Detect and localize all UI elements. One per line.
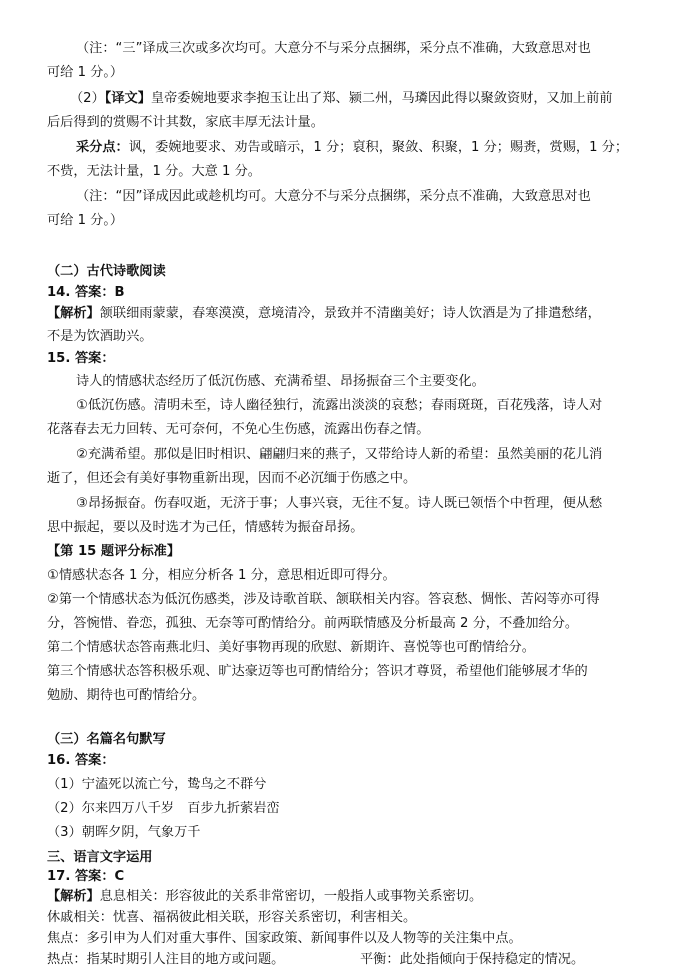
scoring-standard-line: 分，答惋惜、眷恋，孤独、无奈等可酌情给分。前两联情感及分析最高 2 分，不叠加给分。 (47, 616, 579, 631)
answer-paragraph: ①低沉伤感。清明未至，诗人幽径独行，流露出淡淡的哀愁；春雨斑斑，百花残落，诗人对 (76, 398, 603, 413)
answer-item: （2）尔来四万八千岁 百步九折萦岩峦 (47, 801, 280, 816)
answer-item: （3）朝晖夕阴，气象万千 (47, 825, 201, 840)
answer-line: 逝了，但还会有美好事物重新出现，因而不必沉缅于伤感之中。 (47, 471, 417, 486)
translation-line: 后后得到的赏赐不计其数，家底丰厚无法计量。 (47, 115, 324, 130)
answer-value: C (114, 869, 125, 884)
question-label: 14. 答案： (47, 285, 115, 300)
scoring-standard-item: ①情感状态各 1 分，相应分析各 1 分，意思相近即可得分。 (47, 568, 396, 583)
scoring-standard-item: 第二个情感状态答南燕北归、美好事物再现的欣慰、新期许、喜悦等也可酌情给分。 (47, 640, 535, 655)
scoring-standard-item: ②第一个情感状态为低沉伤感类，涉及诗歌首联、颔联相关内容。答哀愁、惆怅、苦闷等亦可得 (47, 592, 600, 607)
question-label: 16. 答案： (47, 753, 115, 768)
scoring-points (76, 138, 628, 158)
answer-line: 花落春去无力回转、无可奈何，不免心生伤感，流露出伤春之情。 (47, 422, 430, 437)
note-line: 可给 1 分。） (47, 213, 124, 228)
scoring-standard-heading: 【第 15 题评分标准】 (47, 544, 181, 559)
analysis-line: 不是为饮酒助兴。 (47, 329, 153, 344)
answer-paragraph: ③昂扬振奋。伤春叹逝，无济于事；人事兴衰，无往不复。诗人既已领悟个中哲理，便从愁 (76, 496, 603, 511)
note-line: 可给 1 分。） (47, 65, 124, 80)
translation-text: 皇帝委婉地要求李抱玉让出了郑、颍二州，马璘因此得以聚敛资财，又加上前前 (150, 91, 613, 106)
scoring-line: 不赀，无法计量，1 分。大意 1 分。 (47, 164, 261, 179)
translation-paragraph (70, 89, 612, 109)
question-label: 15. 答案： (47, 351, 115, 366)
note-line: （注：“三”译成三次或多次均可。大意分不与采分点捆绑，采分点不准确，大致意思对也 (76, 41, 591, 56)
scoring-standard-line: 勉励、期待也可酌情给分。 (47, 688, 206, 703)
section-heading: （二）古代诗歌阅读 (47, 264, 166, 279)
answer-value: B (114, 285, 125, 300)
section-heading: （三）名篇名句默写 (47, 732, 166, 747)
section-heading: 三、语言文字运用 (47, 850, 153, 865)
analysis-tag: 【解析】 (47, 889, 100, 904)
answer-paragraph: ②充满希望。那似是旧时相识、翩翩归来的燕子，又带给诗人新的希望：虽然美丽的花儿消 (76, 447, 603, 462)
scoring-label: 采分点： (76, 140, 129, 155)
question-label: 17. 答案： (47, 869, 115, 884)
analysis-tag: 【解析】 (47, 306, 100, 321)
analysis-line (47, 887, 482, 907)
analysis-line: 热点：指某时期引人注目的地方或问题。 (47, 952, 285, 967)
analysis-text: 颔联细雨蒙蒙，春寒漠漠，意境清冷，景致并不清幽美好；诗人饮酒是为了排遣愁绪， (99, 306, 601, 321)
answer-line: 思中振起，要以及时选才为己任，情感转为振奋昂扬。 (47, 520, 364, 535)
analysis-line (47, 304, 601, 324)
question-number: （2） (70, 91, 105, 106)
scoring-text: 讽，委婉地要求、劝告或暗示，1 分；裒积，聚敛、积聚，1 分；赐赉，赏赐，1 分； (128, 140, 629, 155)
answer-paragraph: 诗人的情感状态经历了低沉伤感、充满希望、昂扬振奋三个主要变化。 (76, 374, 485, 389)
analysis-line: 平衡：此处指倾向于保持稳定的情况。 (360, 952, 585, 967)
analysis-line: 焦点：多引申为人们对重大事件、国家政策、新闻事件以及人物等的关注集中点。 (47, 931, 522, 946)
translation-tag: 【译文】 (104, 91, 151, 106)
scoring-standard-item: 第三个情感状态答积极乐观、旷达豪迈等也可酌情给分；答识才尊贤，希望他们能够展才华的 (47, 664, 588, 679)
answer-line (47, 283, 125, 303)
analysis-line: 休戚相关：忧喜、福祸彼此相关联，形容关系密切，利害相关。 (47, 910, 417, 925)
answer-line (47, 867, 124, 887)
note-line: （注：“因”译成因此或趁机均可。大意分不与采分点捆绑，采分点不准确，大致意思对也 (76, 189, 591, 204)
answer-item: （1）宁溘死以流亡兮，鸷鸟之不群兮 (47, 777, 267, 792)
analysis-text: 息息相关：形容彼此的关系非常密切，一般指人或事物关系密切。 (99, 889, 483, 904)
